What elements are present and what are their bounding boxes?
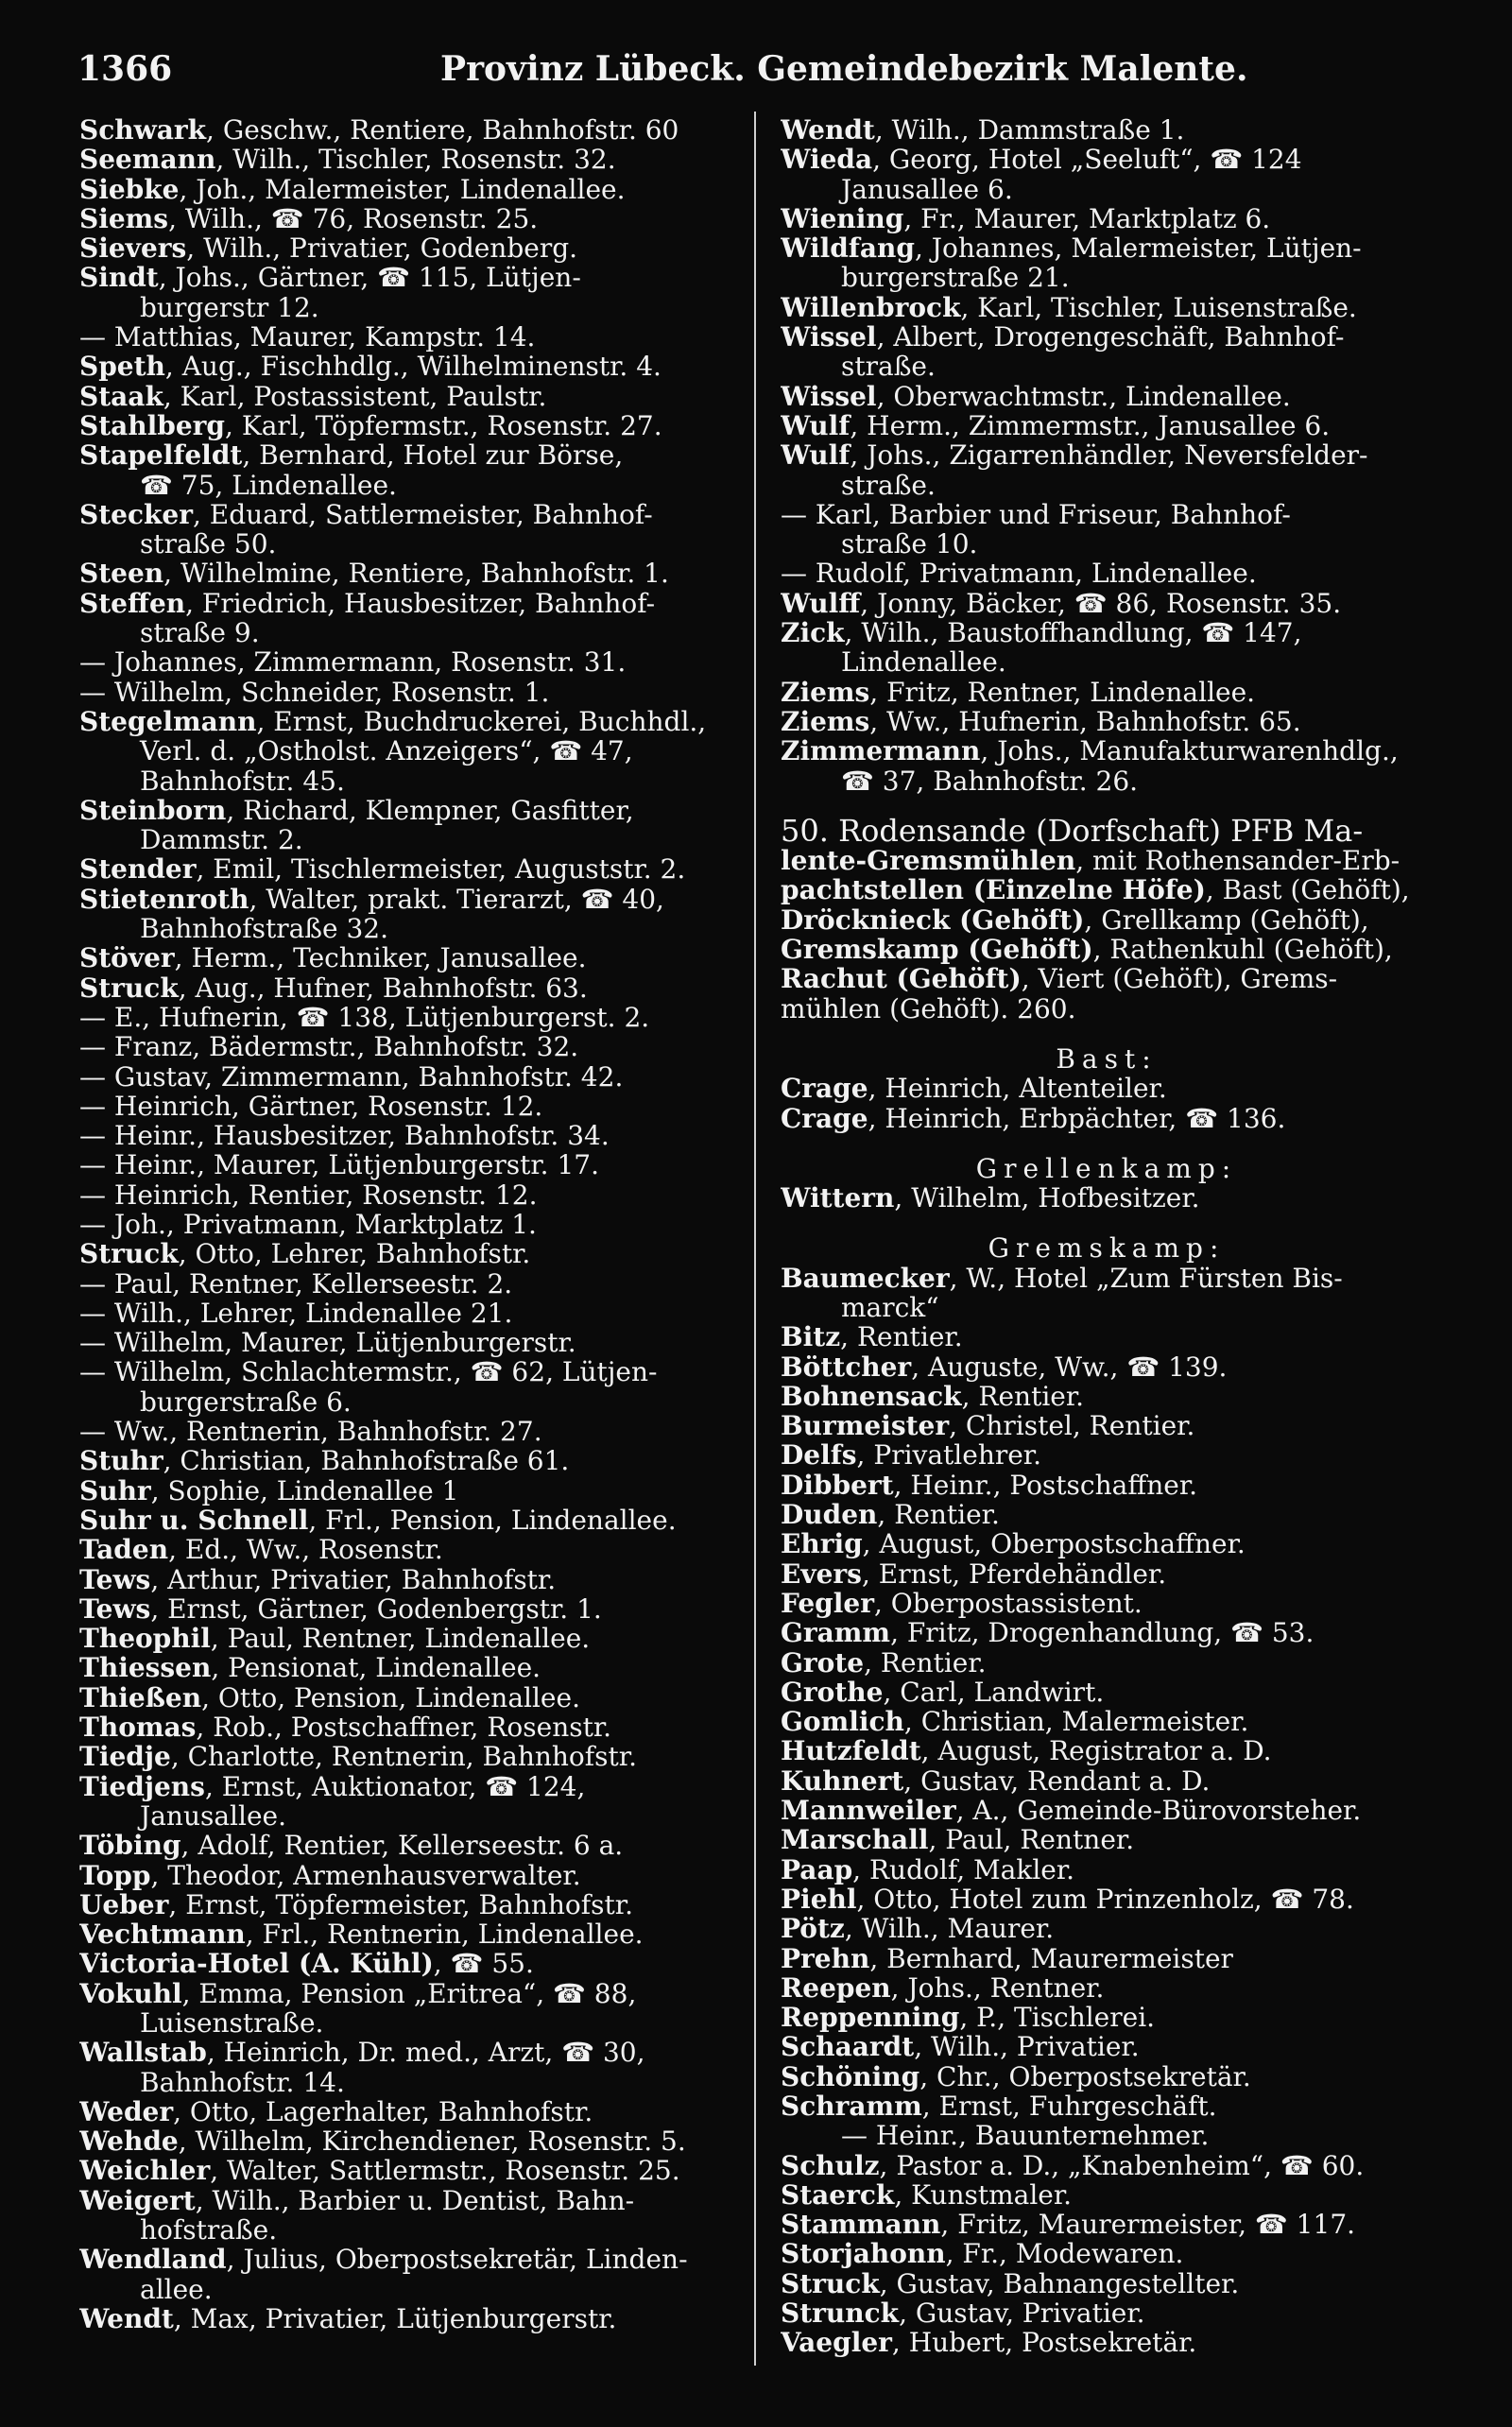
entry-surname: Staak <box>79 380 163 412</box>
entry-surname: Tews <box>79 1592 151 1625</box>
directory-entry: Zimmermann, Johs., Manufakturwarenhdlg., <box>781 735 1399 767</box>
directory-entry: burgerstr 12. <box>140 291 319 323</box>
directory-entry: straße. <box>841 351 936 383</box>
directory-entry: Schwark, Geschw., Rentiere, Bahnhofstr. 60 <box>79 115 679 146</box>
entry-surname: Stecker <box>79 498 193 530</box>
directory-entry: Kuhnert, Gustav, Rendant a. D. <box>781 1764 1211 1797</box>
section-heading: Grellenkamp: <box>975 1152 1238 1184</box>
directory-entry: Bahnhofstr. 45. <box>140 765 345 797</box>
directory-entry: — Franz, Bädermstr., Bahnhofstr. 32. <box>79 1031 579 1063</box>
directory-entry: — Wilhelm, Schlachtermstr., ☎ 62, Lütjen- <box>79 1356 658 1388</box>
directory-entry: Steen, Wilhelmine, Rentiere, Bahnhofstr. 1. <box>79 558 669 590</box>
entry-surname: Struck <box>781 2267 880 2299</box>
column-divider <box>754 112 756 2366</box>
entry-surname: Steinborn <box>79 794 227 826</box>
entry-surname: Baumecker <box>781 1262 950 1294</box>
entry-surname: Weichler <box>79 2155 211 2187</box>
entry-surname: Burmeister <box>781 1410 950 1442</box>
directory-entry: Janusallee 6. <box>841 173 1013 205</box>
entry-surname: Bohnensack <box>781 1380 962 1412</box>
directory-entry: Vaegler, Hubert, Postsekretär. <box>781 2327 1197 2359</box>
directory-entry: Paap, Rudolf, Makler. <box>781 1853 1075 1885</box>
entry-surname: pachtstellen (Einzelne Höfe) <box>781 874 1206 906</box>
directory-entry: Wulf, Herm., Zimmermstr., Janusallee 6. <box>781 409 1331 441</box>
directory-entry: Gomlich, Christian, Malermeister. <box>781 1706 1249 1738</box>
page-number: 1366 <box>77 49 173 89</box>
entry-surname: Thomas <box>79 1712 197 1744</box>
entry-surname: Kuhnert <box>781 1764 904 1797</box>
directory-entry: Janusallee. <box>140 1799 286 1832</box>
directory-entry: Weder, Otto, Lagerhalter, Bahnhofstr. <box>79 2095 593 2127</box>
directory-entry: Schulz, Pastor a. D., „Knabenheim“, ☎ 60. <box>781 2149 1365 2181</box>
directory-entry: Wendland, Julius, Oberpostsekretär, Linden- <box>79 2244 688 2276</box>
entry-surname: Weigert <box>79 2184 196 2216</box>
directory-entry: Bahnhofstraße 32. <box>140 913 388 945</box>
entry-surname: Ehrig <box>781 1528 863 1560</box>
entry-surname: Tews <box>79 1563 151 1595</box>
directory-entry: Staerck, Kunstmaler. <box>781 2178 1073 2211</box>
entry-surname: Mannweiler <box>781 1795 956 1827</box>
directory-entry: Topp, Theodor, Armenhausverwalter. <box>79 1859 581 1891</box>
directory-entry: Baumecker, W., Hotel „Zum Fürsten Bis- <box>781 1262 1343 1294</box>
directory-entry: Prehn, Bernhard, Maurermeister <box>781 1942 1233 1974</box>
directory-entry: Reepen, Johs., Rentner. <box>781 1971 1105 2004</box>
directory-entry: Ziems, Ww., Hufnerin, Bahnhofstr. 65. <box>781 705 1301 737</box>
directory-entry: — Heinrich, Gärtner, Rosenstr. 12. <box>79 1090 543 1122</box>
entry-surname: Schulz <box>781 2149 880 2181</box>
directory-entry: ☎ 37, Bahnhofstr. 26. <box>841 765 1139 797</box>
entry-surname: Zick <box>781 617 845 649</box>
entry-surname: Wildfang <box>781 232 915 265</box>
entry-surname: Gomlich <box>781 1706 904 1738</box>
entry-surname: Wendt <box>781 115 875 146</box>
entry-surname: Zimmermann <box>781 735 981 767</box>
entry-surname: Gremskamp (Gehöft) <box>781 934 1093 966</box>
directory-entry: — Rudolf, Privatmann, Lindenallee. <box>781 558 1257 590</box>
directory-entry: Wulf, Johs., Zigarrenhändler, Neversfelder- <box>781 439 1368 472</box>
directory-entry: Piehl, Otto, Hotel zum Prinzenholz, ☎ 78. <box>781 1883 1354 1915</box>
directory-entry: burgerstraße 21. <box>841 262 1070 294</box>
directory-entry: Vechtmann, Frl., Rentnerin, Lindenallee. <box>79 1919 644 1951</box>
directory-entry: Dammstr. 2. <box>140 824 303 856</box>
entry-surname: Thießen <box>79 1681 202 1713</box>
entry-surname: Hutzfeldt <box>781 1735 921 1767</box>
directory-entry: allee. <box>140 2273 213 2305</box>
directory-entry: Weichler, Walter, Sattlermstr., Rosenstr. 25. <box>79 2155 680 2187</box>
entry-surname: Dröcknieck (Gehöft) <box>781 904 1085 936</box>
directory-entry: Tews, Ernst, Gärtner, Godenbergstr. 1. <box>79 1592 602 1625</box>
directory-entry: — Wilhelm, Schneider, Rosenstr. 1. <box>79 676 550 708</box>
entry-surname: Wulf <box>781 409 850 441</box>
directory-entry: hofstraße. <box>140 2214 278 2246</box>
directory-entry: Ueber, Ernst, Töpfermeister, Bahnhofstr. <box>79 1888 633 1920</box>
entry-surname: Ueber <box>79 1888 169 1920</box>
directory-entry: Grothe, Carl, Landwirt. <box>781 1676 1105 1708</box>
entry-surname: Vaegler <box>781 2327 892 2359</box>
directory-entry: — Heinr., Bauunternehmer. <box>841 2120 1210 2152</box>
entry-surname: Thiessen <box>79 1652 212 1684</box>
directory-entry: Siebke, Joh., Malermeister, Lindenallee. <box>79 173 626 205</box>
entry-surname: Weder <box>79 2095 174 2127</box>
entry-surname: Sievers <box>79 232 187 265</box>
directory-entry: Wissel, Albert, Drogengeschäft, Bahnhof- <box>781 321 1345 353</box>
directory-entry: Dröcknieck (Gehöft), Grellkamp (Gehöft), <box>781 904 1369 936</box>
directory-entry: Wildfang, Johannes, Malermeister, Lütjen- <box>781 232 1362 265</box>
entry-surname: Crage <box>781 1102 868 1134</box>
directory-entry: ☎ 75, Lindenallee. <box>140 469 397 501</box>
directory-entry: Stammann, Fritz, Maurermeister, ☎ 117. <box>781 2209 1356 2241</box>
directory-entry: Wittern, Wilhelm, Hofbesitzer. <box>781 1182 1200 1214</box>
directory-entry: Töbing, Adolf, Rentier, Kellerseestr. 6 a. <box>79 1830 624 1862</box>
directory-entry: — E., Hufnerin, ☎ 138, Lütjenburgerst. 2. <box>79 1001 650 1033</box>
entry-surname: Wieda <box>781 144 873 176</box>
directory-entry: — Gustav, Zimmermann, Bahnhofstr. 42. <box>79 1060 624 1093</box>
directory-entry: Hutzfeldt, August, Registrator a. D. <box>781 1735 1272 1767</box>
entry-surname: Suhr u. Schnell <box>79 1504 309 1536</box>
directory-entry: Sievers, Wilh., Privatier, Godenberg. <box>79 232 578 265</box>
directory-entry: Ziems, Fritz, Rentner, Lindenallee. <box>781 676 1256 708</box>
entry-surname: Duden <box>781 1499 878 1531</box>
directory-entry: Suhr u. Schnell, Frl., Pension, Lindenallee. <box>79 1504 677 1536</box>
directory-entry: — Heinrich, Rentier, Rosenstr. 12. <box>79 1179 538 1211</box>
entry-surname: Wiening <box>781 202 904 234</box>
entry-surname: Dibbert <box>781 1469 894 1501</box>
directory-entry: Gremskamp (Gehöft), Rathenkuhl (Gehöft), <box>781 934 1393 966</box>
page-header <box>77 49 1457 96</box>
entry-surname: Reppenning <box>781 2002 960 2034</box>
directory-entry: Thießen, Otto, Pension, Lindenallee. <box>79 1681 580 1713</box>
entry-surname: Vechtmann <box>79 1919 246 1951</box>
directory-entry: Zick, Wilh., Baustoffhandlung, ☎ 147, <box>781 617 1302 649</box>
directory-entry: Wehde, Wilhelm, Kirchendiener, Rosenstr. 5. <box>79 2126 686 2158</box>
entry-surname: Storjahonn <box>781 2238 946 2270</box>
entry-surname: Böttcher <box>781 1351 912 1383</box>
directory-entry: Wissel, Oberwachtmstr., Lindenallee. <box>781 380 1291 412</box>
entry-surname: Staerck <box>781 2178 895 2211</box>
directory-entry: — Paul, Rentner, Kellerseestr. 2. <box>79 1267 513 1300</box>
directory-entry: Fegler, Oberpostassistent. <box>781 1587 1143 1619</box>
directory-entry: — Heinr., Maurer, Lütjenburgerstr. 17. <box>79 1149 599 1181</box>
directory-entry: straße 50. <box>140 528 277 560</box>
directory-entry: marck“ <box>841 1291 939 1323</box>
directory-entry: — Ww., Rentnerin, Bahnhofstr. 27. <box>79 1416 542 1448</box>
entry-surname: Willenbrock <box>781 291 961 323</box>
directory-entry: Delfs, Privatlehrer. <box>781 1439 1042 1472</box>
entry-surname: Stöver <box>79 942 175 974</box>
directory-entry: Pötz, Wilh., Maurer. <box>781 1913 1055 1945</box>
entry-surname: Evers <box>781 1558 862 1590</box>
directory-entry: Wendt, Wilh., Dammstraße 1. <box>781 115 1185 146</box>
directory-entry: straße 9. <box>140 617 260 649</box>
directory-entry: Luisenstraße. <box>140 2007 324 2039</box>
entry-surname: Strunck <box>781 2298 900 2330</box>
directory-entry: 50. Rodensande (Dorfschaft) PFB Ma- <box>781 812 1364 849</box>
directory-entry: Crage, Heinrich, Erbpächter, ☎ 136. <box>781 1102 1286 1134</box>
page-title: Provinz Lübeck. Gemeindebezirk Malente. <box>440 49 1248 89</box>
entry-surname: Struck <box>79 972 179 1004</box>
entry-surname: Stuhr <box>79 1445 163 1477</box>
directory-entry: Victoria-Hotel (A. Kühl), ☎ 55. <box>79 1948 534 1980</box>
entry-surname: Grothe <box>781 1676 884 1708</box>
directory-entry: — Heinr., Hausbesitzer, Bahnhofstr. 34. <box>79 1120 610 1152</box>
directory-entry: mühlen (Gehöft). 260. <box>781 992 1076 1024</box>
entry-surname: Suhr <box>79 1474 151 1506</box>
directory-entry: Tiedje, Charlotte, Rentnerin, Bahnhofstr. <box>79 1741 637 1773</box>
directory-entry: Thomas, Rob., Postschaffner, Rosenstr. <box>79 1712 612 1744</box>
entry-surname: Schwark <box>79 115 207 146</box>
directory-entry: Suhr, Sophie, Lindenallee 1 <box>79 1474 459 1506</box>
entry-surname: Stegelmann <box>79 705 257 737</box>
directory-entry: Stecker, Eduard, Sattlermeister, Bahnhof- <box>79 498 653 530</box>
entry-surname: Schöning <box>781 2060 920 2092</box>
directory-entry: Wiening, Fr., Maurer, Marktplatz 6. <box>781 202 1271 234</box>
entry-surname: Rachut (Gehöft) <box>781 963 1022 995</box>
entry-surname: Taden <box>79 1534 169 1566</box>
left-column <box>79 115 731 2402</box>
directory-entry: Gramm, Fritz, Drogenhandlung, ☎ 53. <box>781 1617 1314 1649</box>
directory-entry: Stöver, Herm., Techniker, Janusallee. <box>79 942 587 974</box>
entry-surname: Stender <box>79 853 197 886</box>
entry-surname: Stietenroth <box>79 883 249 915</box>
entry-surname: Tiedje <box>79 1741 171 1773</box>
directory-entry: — Joh., Privatmann, Marktplatz 1. <box>79 1208 537 1240</box>
entry-surname: Stammann <box>781 2209 941 2241</box>
entry-surname: Wissel <box>781 321 877 353</box>
directory-entry: — Karl, Barbier und Friseur, Bahnhof- <box>781 498 1291 530</box>
entry-surname: Stahlberg <box>79 409 226 441</box>
entry-surname: Gramm <box>781 1617 891 1649</box>
directory-entry: Wulff, Jonny, Bäcker, ☎ 86, Rosenstr. 35. <box>781 587 1342 619</box>
directory-entry: Stegelmann, Ernst, Buchdruckerei, Buchhdl., <box>79 705 707 737</box>
directory-entry: Grote, Rentier. <box>781 1646 987 1678</box>
directory-entry: Stietenroth, Walter, prakt. Tierarzt, ☎ 40, <box>79 883 664 915</box>
directory-entry: Sindt, Johs., Gärtner, ☎ 115, Lütjen- <box>79 262 581 294</box>
directory-entry: Burmeister, Christel, Rentier. <box>781 1410 1195 1442</box>
directory-entry: Tiedjens, Ernst, Auktionator, ☎ 124, <box>79 1770 586 1802</box>
entry-surname: Ziems <box>781 676 870 708</box>
entry-surname: Vokuhl <box>79 1977 182 2009</box>
entry-surname: Seemann <box>79 144 216 176</box>
entry-surname: Siems <box>79 202 169 234</box>
directory-entry: — Wilh., Lehrer, Lindenallee 21. <box>79 1297 513 1329</box>
right-column <box>781 115 1433 2402</box>
directory-entry: Struck, Otto, Lehrer, Bahnhofstr. <box>79 1238 531 1270</box>
entry-surname: Reepen <box>781 1971 891 2004</box>
directory-entry: Stapelfeldt, Bernhard, Hotel zur Börse, <box>79 439 624 472</box>
directory-entry: Wendt, Max, Privatier, Lütjenburgerstr. <box>79 2302 617 2334</box>
entry-surname: Schramm <box>781 2091 922 2122</box>
entry-surname: Siebke <box>79 173 180 205</box>
directory-entry: — Matthias, Maurer, Kampstr. 14. <box>79 321 536 353</box>
entry-surname: Töbing <box>79 1830 181 1862</box>
directory-entry: burgerstraße 6. <box>140 1386 352 1418</box>
entry-surname: Fegler <box>781 1587 874 1619</box>
directory-entry: Stender, Emil, Tischlermeister, Auguststr. 2. <box>79 853 686 886</box>
entry-surname: Wehde <box>79 2126 179 2158</box>
directory-entry: pachtstellen (Einzelne Höfe), Bast (Gehöft), <box>781 874 1410 906</box>
directory-entry: Staak, Karl, Postassistent, Paulstr. <box>79 380 547 412</box>
directory-entry: Stahlberg, Karl, Töpfermstr., Rosenstr. 27. <box>79 409 662 441</box>
directory-entry: Lindenallee. <box>841 646 1006 679</box>
directory-entry: Taden, Ed., Ww., Rosenstr. <box>79 1534 443 1566</box>
entry-surname: Pötz <box>781 1913 845 1945</box>
entry-surname: Bitz <box>781 1321 841 1353</box>
entry-surname: Steffen <box>79 587 186 619</box>
section-heading: Gremskamp: <box>988 1232 1226 1265</box>
entry-surname: Crage <box>781 1073 868 1105</box>
directory-entry: Rachut (Gehöft), Viert (Gehöft), Grems- <box>781 963 1338 995</box>
directory-entry: Siems, Wilh., ☎ 76, Rosenstr. 25. <box>79 202 539 234</box>
entry-surname: Piehl <box>781 1883 857 1915</box>
entry-surname: Schaardt <box>781 2031 915 2063</box>
directory-entry: Evers, Ernst, Pferdehändler. <box>781 1558 1167 1590</box>
directory-entry: Seemann, Wilh., Tischler, Rosenstr. 32. <box>79 144 616 176</box>
directory-entry: straße 10. <box>841 528 978 560</box>
directory-entry: Willenbrock, Karl, Tischler, Luisenstraße. <box>781 291 1357 323</box>
entry-surname: Delfs <box>781 1439 857 1472</box>
entry-surname: Prehn <box>781 1942 870 1974</box>
section-heading: Bast: <box>1056 1042 1158 1075</box>
entry-surname: Wallstab <box>79 2037 207 2069</box>
directory-entry: Theophil, Paul, Rentner, Lindenallee. <box>79 1623 591 1655</box>
directory-entry: Stuhr, Christian, Bahnhofstraße 61. <box>79 1445 570 1477</box>
directory-entry: lente-Gremsmühlen, mit Rothensander-Erb- <box>781 845 1400 877</box>
entry-surname: Wendland <box>79 2244 227 2276</box>
directory-entry: Marschall, Paul, Rentner. <box>781 1824 1135 1856</box>
entry-surname: Tiedjens <box>79 1770 205 1802</box>
directory-entry: Dibbert, Heinr., Postschaffner. <box>781 1469 1198 1501</box>
entry-surname: Steen <box>79 558 164 590</box>
directory-entry: Bohnensack, Rentier. <box>781 1380 1085 1412</box>
directory-entry: Ehrig, August, Oberpostschaffner. <box>781 1528 1246 1560</box>
directory-entry: Wieda, Georg, Hotel „Seeluft“, ☎ 124 <box>781 144 1302 176</box>
entry-surname: Ziems <box>781 705 870 737</box>
entry-surname: Wittern <box>781 1182 895 1214</box>
entry-surname: Wulf <box>781 439 850 472</box>
entry-surname: Struck <box>79 1238 179 1270</box>
entry-surname: Wendt <box>79 2302 174 2334</box>
directory-entry: Böttcher, Auguste, Ww., ☎ 139. <box>781 1351 1228 1383</box>
directory-entry: Duden, Rentier. <box>781 1499 1000 1531</box>
directory-entry: Struck, Aug., Hufner, Bahnhofstr. 63. <box>79 972 588 1004</box>
entry-surname: Stapelfeldt <box>79 439 243 472</box>
entry-surname: Speth <box>79 351 165 383</box>
directory-entry: Bitz, Rentier. <box>781 1321 963 1353</box>
entry-surname: Marschall <box>781 1824 929 1856</box>
directory-entry: Steinborn, Richard, Klempner, Gasfitter, <box>79 794 634 826</box>
directory-entry: Schramm, Ernst, Fuhrgeschäft. <box>781 2091 1217 2122</box>
directory-entry: Vokuhl, Emma, Pension „Eritrea“, ☎ 88, <box>79 1977 637 2009</box>
entry-surname: Topp <box>79 1859 151 1891</box>
directory-entry: Weigert, Wilh., Barbier u. Dentist, Bahn- <box>79 2184 635 2216</box>
entry-surname: Paap <box>781 1853 853 1885</box>
directory-entry: Wallstab, Heinrich, Dr. med., Arzt, ☎ 30, <box>79 2037 645 2069</box>
directory-entry: Struck, Gustav, Bahnangestellter. <box>781 2267 1240 2299</box>
directory-entry: Crage, Heinrich, Altenteiler. <box>781 1073 1167 1105</box>
directory-entry: Strunck, Gustav, Privatier. <box>781 2298 1145 2330</box>
directory-entry: Tews, Arthur, Privatier, Bahnhofstr. <box>79 1563 557 1595</box>
directory-entry: Schöning, Chr., Oberpostsekretär. <box>781 2060 1251 2092</box>
directory-entry: Verl. d. „Ostholst. Anzeigers“, ☎ 47, <box>140 735 633 767</box>
directory-entry: Steffen, Friedrich, Hausbesitzer, Bahnhof- <box>79 587 656 619</box>
directory-entry: straße. <box>841 469 936 501</box>
directory-entry: Thiessen, Pensionat, Lindenallee. <box>79 1652 541 1684</box>
entry-surname: Wulff <box>781 587 861 619</box>
entry-surname: Victoria-Hotel (A. Kühl) <box>79 1948 434 1980</box>
entry-surname: Sindt <box>79 262 159 294</box>
directory-entry: Speth, Aug., Fischhdlg., Wilhelminenstr. 4. <box>79 351 662 383</box>
directory-entry: Mannweiler, A., Gemeinde-Bürovorsteher. <box>781 1795 1362 1827</box>
directory-entry: Schaardt, Wilh., Privatier. <box>781 2031 1140 2063</box>
directory-entry: Reppenning, P., Tischlerei. <box>781 2002 1156 2034</box>
directory-entry: — Johannes, Zimmermann, Rosenstr. 31. <box>79 646 627 679</box>
entry-surname: lente-Gremsmühlen <box>781 845 1076 877</box>
directory-entry: Bahnhofstr. 14. <box>140 2066 345 2098</box>
entry-surname: Wissel <box>781 380 877 412</box>
directory-entry: — Wilhelm, Maurer, Lütjenburgerstr. <box>79 1327 576 1359</box>
directory-entry: Storjahonn, Fr., Modewaren. <box>781 2238 1184 2270</box>
entry-surname: Theophil <box>79 1623 211 1655</box>
entry-surname: Grote <box>781 1646 865 1678</box>
